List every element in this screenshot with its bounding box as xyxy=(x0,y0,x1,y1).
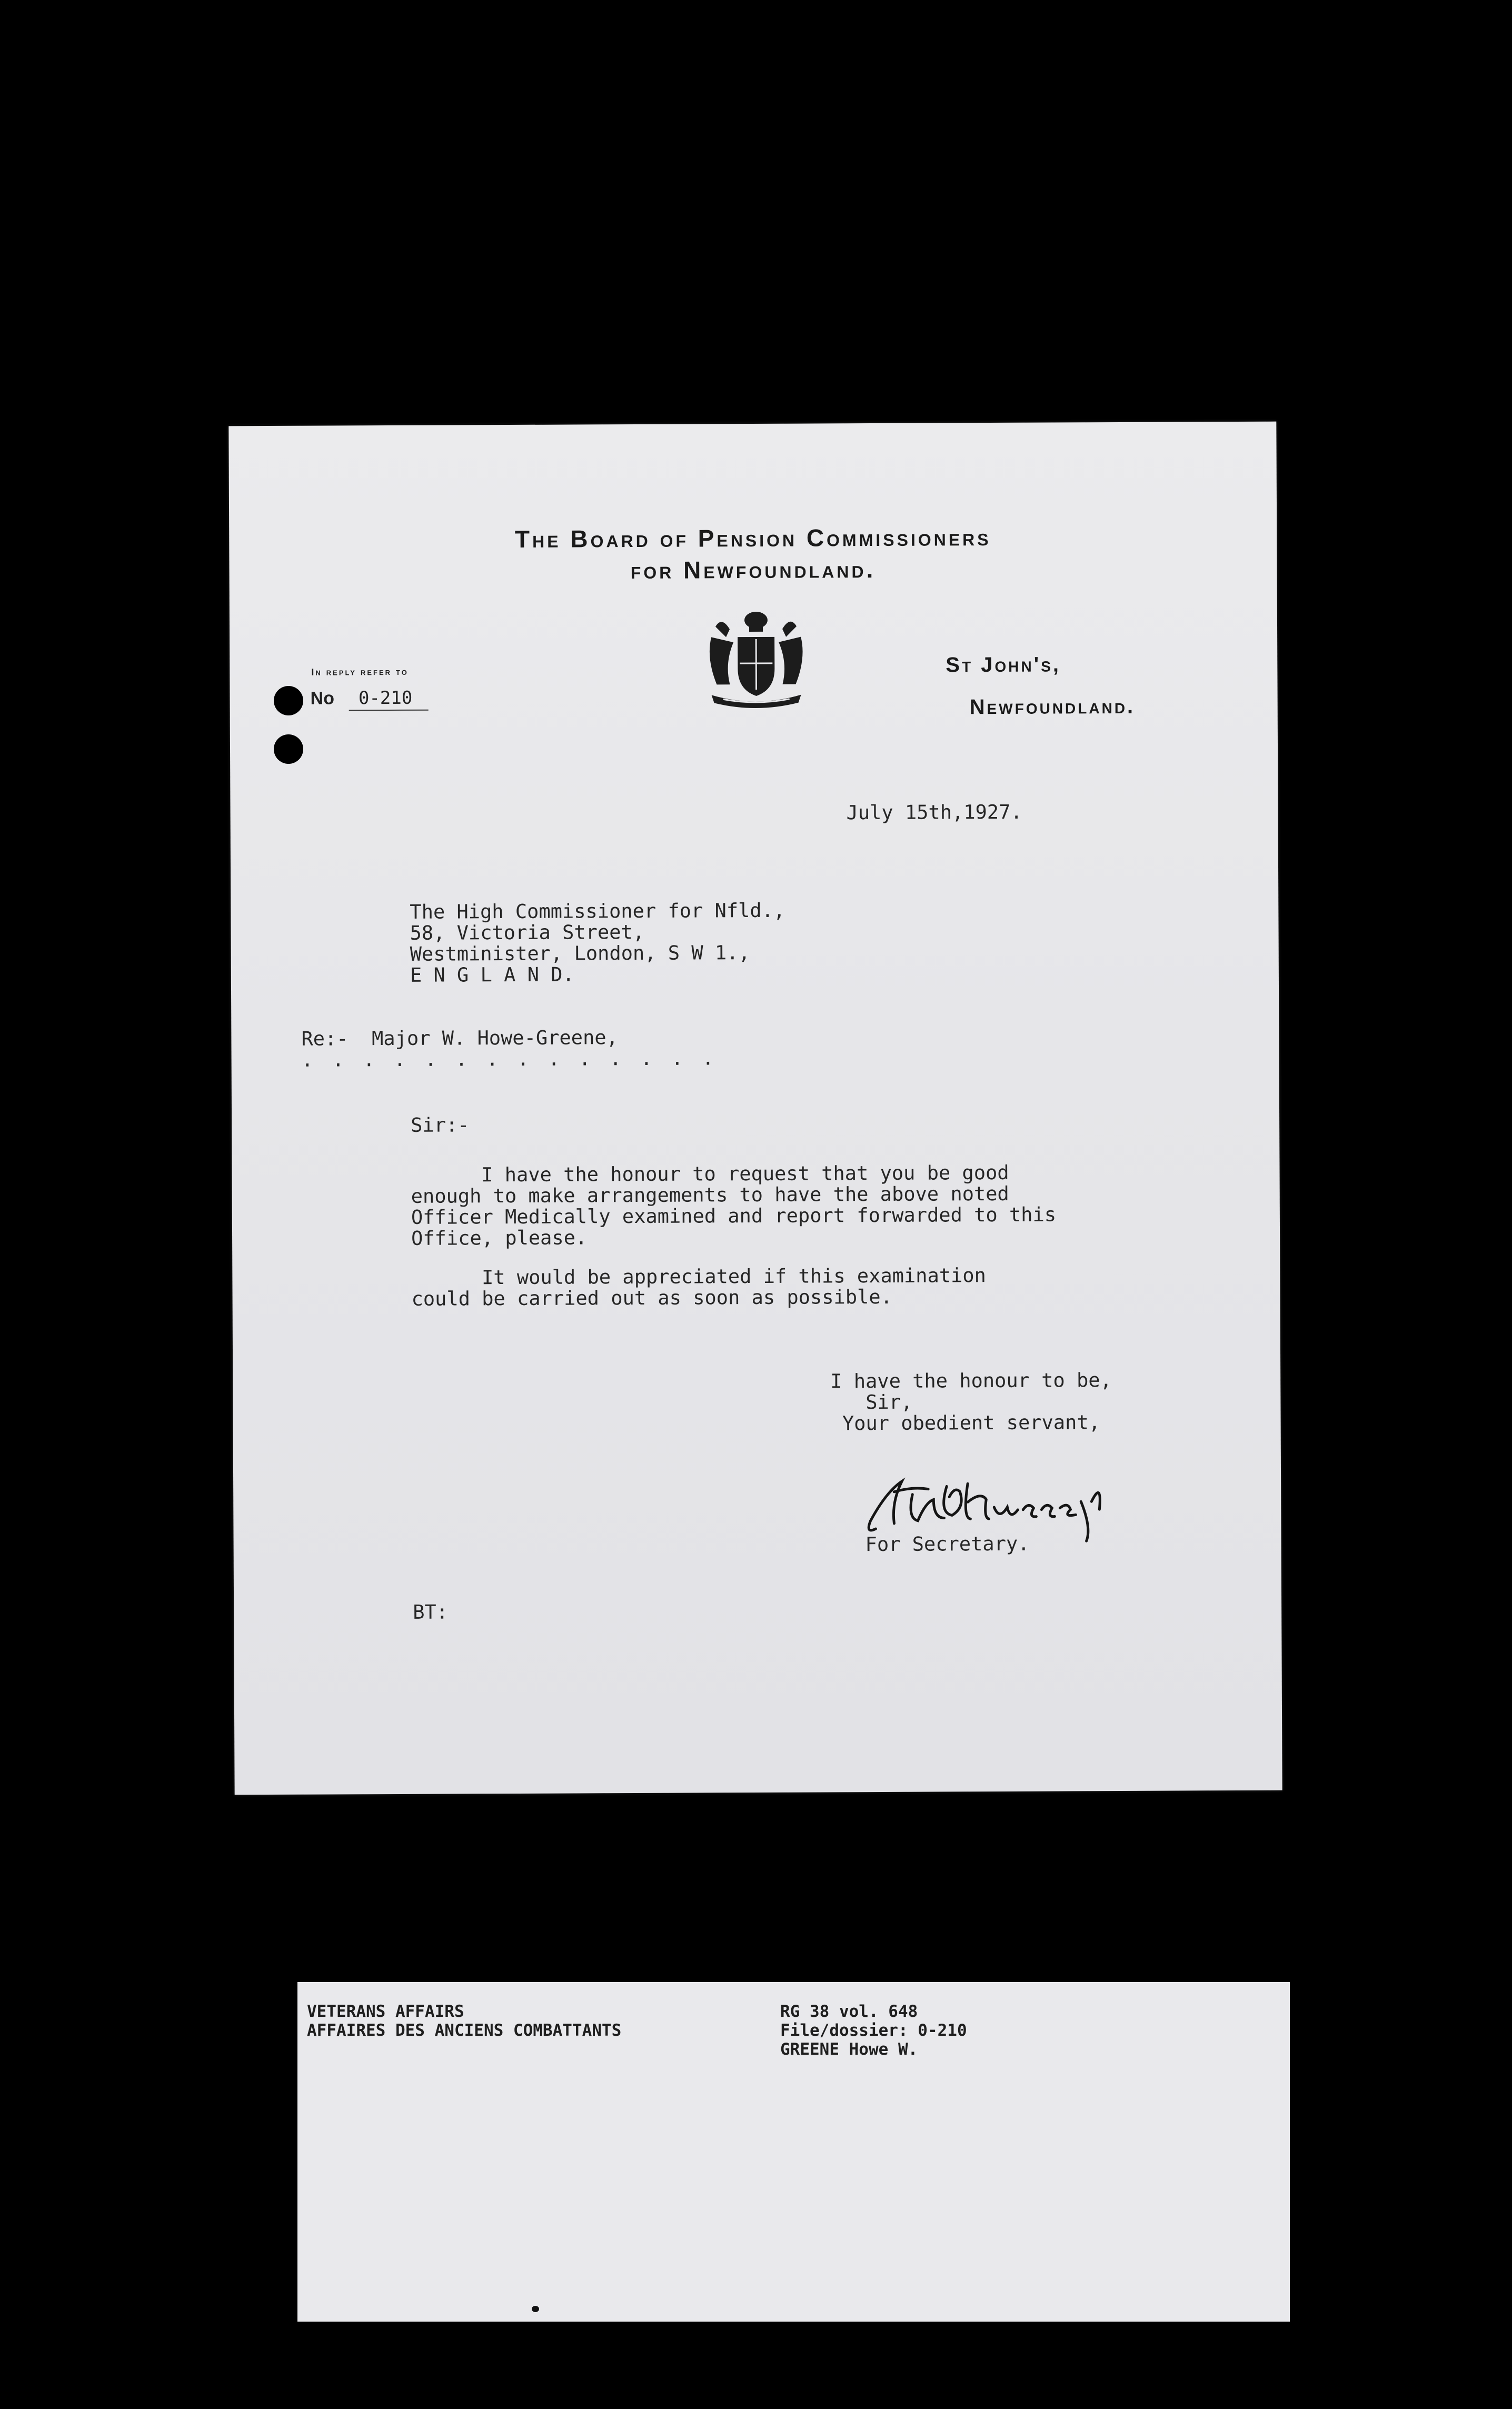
body-line: enough to make arrangements to have the above noted xyxy=(411,1182,1009,1208)
typist-initials: BT: xyxy=(413,1600,449,1624)
record-group: RG 38 vol. 648 xyxy=(780,2002,918,2021)
file-name: GREENE Howe W. xyxy=(780,2040,918,2059)
punch-hole xyxy=(274,734,303,764)
subject-line: Re:- Major W. Howe-Greene, xyxy=(301,1026,618,1050)
signed-for-secretary: For Secretary. xyxy=(865,1532,1030,1556)
address-line: E N G L A N D. xyxy=(410,963,574,987)
ink-speck xyxy=(532,2306,539,2312)
closing-block xyxy=(830,1370,1112,1434)
salutation: Sir:- xyxy=(411,1113,470,1137)
address-line: 58, Victoria Street, xyxy=(410,920,645,944)
body-line: Office, please. xyxy=(411,1226,588,1250)
closing-line: Your obedient servant, xyxy=(830,1411,1101,1435)
body-line: could be carried out as soon as possible. xyxy=(411,1285,892,1310)
subject-underline-dots: . . . . . . . . . . . . . . xyxy=(301,1047,718,1071)
archive-file-info xyxy=(780,2002,967,2059)
reference-value: 0-210 xyxy=(349,688,429,711)
letterhead-title: The Board of Pension Commissioners xyxy=(514,523,991,553)
body-line: It would be appreciated if this examination xyxy=(411,1264,987,1289)
address-line: The High Commissioner for Nfld., xyxy=(410,899,785,923)
body-line: I have the honour to request that you be good xyxy=(411,1161,1009,1187)
coat-of-arms-icon xyxy=(701,605,812,709)
letterhead-subtitle: for Newfoundland. xyxy=(630,555,876,584)
letterhead-place xyxy=(946,643,1135,729)
closing-line: I have the honour to be, xyxy=(830,1369,1112,1393)
department-fr: AFFAIRES DES ANCIENS COMBATTANTS xyxy=(307,2021,622,2040)
body-paragraph-2 xyxy=(411,1265,986,1310)
department-en: VETERANS AFFAIRS xyxy=(307,2002,464,2021)
reply-refer-label: In reply refer to xyxy=(311,666,409,678)
letter-date: July 15th,1927. xyxy=(846,800,1022,824)
file-number: File/dossier: 0-210 xyxy=(780,2021,967,2040)
place-country: Newfoundland. xyxy=(969,694,1136,719)
address-line: Westminister, London, S W 1., xyxy=(410,941,750,965)
place-city: St John's, xyxy=(946,653,1061,677)
archive-label-slip xyxy=(297,1982,1290,2322)
number-mark: No xyxy=(310,688,335,709)
punch-hole xyxy=(274,686,303,715)
letter-page xyxy=(228,422,1282,1795)
closing-line: Sir, xyxy=(830,1390,913,1414)
body-paragraph-1 xyxy=(411,1162,1056,1249)
archive-department xyxy=(307,2002,621,2040)
reference-number xyxy=(311,688,429,711)
body-line: Officer Medically examined and report forwarded to this xyxy=(411,1203,1057,1229)
recipient-address xyxy=(410,900,785,986)
